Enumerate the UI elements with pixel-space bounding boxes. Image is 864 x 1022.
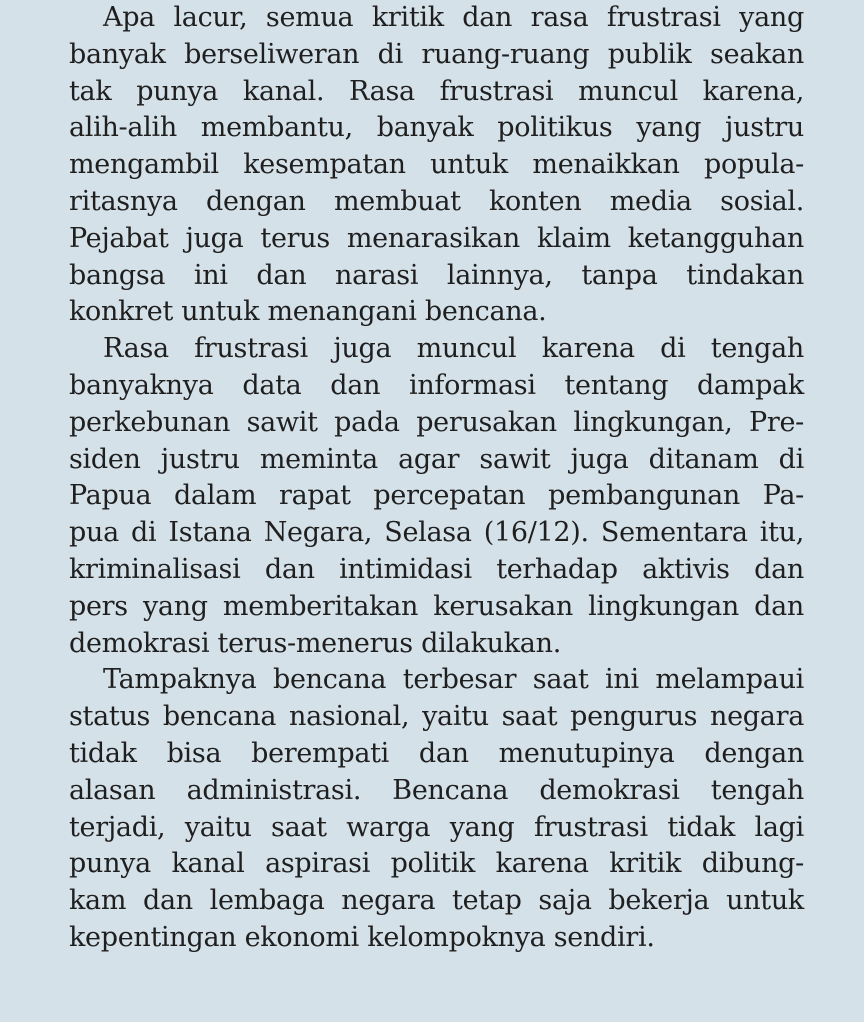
text-line: status bencana nasional, yaitu saat pengurus negara: [69, 701, 804, 733]
text-line: punya kanal aspirasi politik karena kritik dibung-: [69, 848, 804, 880]
text-line: kepentingan ekonomi kelompoknya sendiri.: [69, 921, 655, 953]
text-line: Apa lacur, semua kritik dan rasa frustrasi yang: [103, 2, 804, 33]
text-line: kam dan lembaga negara tetap saja bekerja untuk: [69, 885, 804, 917]
text-line: bangsa ini dan narasi lainnya, tanpa tindakan: [69, 259, 804, 291]
text-line: kriminalisasi dan intimidasi terhadap aktivis dan: [69, 553, 804, 585]
text-line: pers yang memberitakan kerusakan lingkungan dan: [69, 590, 804, 622]
paragraph-1: [69, 0, 804, 331]
text-line: mengambil kesempatan untuk menaikkan popula-: [69, 149, 804, 181]
text-line: konkret untuk menangani bencana.: [69, 296, 547, 328]
text-line: terjadi, yaitu saat warga yang frustrasi tidak lagi: [69, 811, 804, 843]
text-line: Rasa frustrasi juga muncul karena di tengah: [103, 333, 804, 365]
text-line: tak punya kanal. Rasa frustrasi muncul karena,: [69, 75, 804, 107]
text-line: tidak bisa berempati dan menutupinya dengan: [69, 737, 804, 769]
text-line: Tampaknya bencana terbesar saat ini melampaui: [103, 664, 804, 696]
text-line: ritasnya dengan membuat konten media sosial.: [69, 185, 804, 217]
text-line: siden justru meminta agar sawit juga ditanam di: [69, 443, 804, 475]
text-line: banyaknya data dan informasi tentang dampak: [69, 369, 804, 401]
text-line: pua di Istana Negara, Selasa (16/12). Sementara itu,: [69, 517, 804, 549]
paragraph-2: [69, 331, 804, 662]
text-line: Papua dalam rapat percepatan pembangunan Pa-: [69, 480, 804, 512]
paragraph-3: [69, 662, 804, 956]
text-line: perkebunan sawit pada perusakan lingkungan, Pre-: [69, 406, 804, 438]
article-column: [69, 0, 804, 957]
text-line: alih-alih membantu, banyak politikus yang justru: [69, 112, 804, 144]
text-line: banyak berseliweran di ruang-ruang publik seakan: [69, 38, 804, 70]
text-line: alasan administrasi. Bencana demokrasi tengah: [69, 774, 804, 806]
text-line: demokrasi terus-menerus dilakukan.: [69, 627, 561, 659]
text-line: Pejabat juga terus menarasikan klaim ketangguhan: [69, 222, 804, 254]
